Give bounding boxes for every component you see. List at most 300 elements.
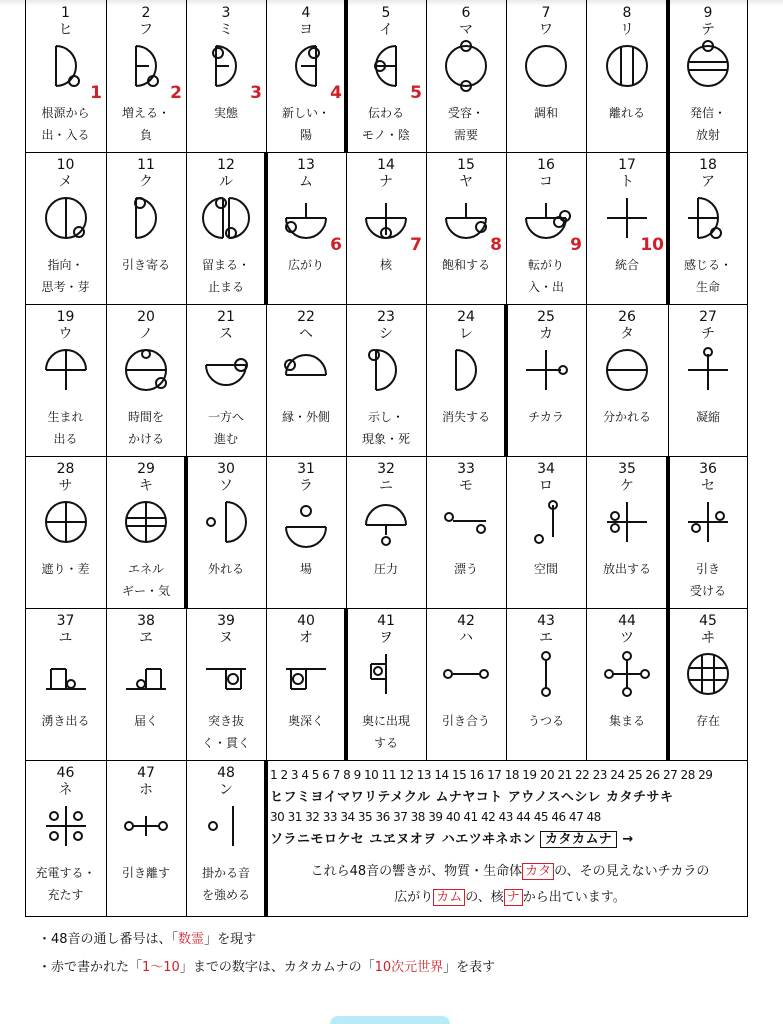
kana-cell-47 — [106, 760, 186, 916]
meaning-line-2: 受ける — [689, 584, 726, 598]
kana-cell-8 — [586, 0, 668, 152]
cell-number: 38 — [137, 613, 155, 629]
cell-kana: ヘ — [299, 326, 313, 342]
grid-col-line — [426, 152, 427, 304]
cell-number: 24 — [457, 309, 475, 325]
legend-kana-row-1: ヒフミヨイマワリテメクル ムナヤコト アウノスヘシレ カタチサキ — [270, 790, 674, 805]
kana-cell-24 — [426, 304, 506, 456]
meaning-line-2: 放射 — [695, 128, 720, 142]
kana-cell-20 — [106, 304, 186, 456]
meaning-line-1: 引き寄る — [121, 258, 170, 272]
kana-cell-38 — [106, 608, 186, 760]
kana-symbol-icon — [683, 497, 733, 547]
meaning-line-1: 湧き出る — [41, 714, 90, 728]
meaning-line-1: 新しい・ — [281, 106, 330, 120]
cell-meaning — [106, 254, 186, 276]
kana-symbol-icon — [281, 41, 331, 91]
cell-meaning — [506, 710, 586, 732]
kana-cell-5 — [346, 0, 426, 152]
cell-meaning — [266, 254, 346, 276]
grid-col-line — [586, 456, 587, 608]
desc-2-kamu-box: カム — [433, 889, 465, 906]
cell-kana: ネ — [58, 782, 73, 798]
cell-number: 15 — [457, 157, 475, 173]
grid-row-line — [25, 304, 748, 305]
meaning-line-2: 需要 — [453, 128, 478, 142]
arrow-icon: → — [622, 832, 634, 847]
grid-col-line — [668, 304, 669, 456]
cell-meaning — [346, 406, 426, 450]
legend-description-2 — [270, 886, 750, 905]
kana-cell-7 — [506, 0, 586, 152]
cell-meaning — [25, 102, 106, 146]
grid-col-line — [426, 304, 427, 456]
desc-2-end: から出ています。 — [522, 890, 626, 905]
cell-number: 4 — [301, 5, 311, 21]
cell-meaning — [25, 862, 106, 906]
meaning-line-1: 場 — [299, 562, 312, 576]
cell-kana: ミ — [219, 22, 233, 38]
cell-meaning — [25, 710, 106, 732]
cell-number: 27 — [699, 309, 717, 325]
group-separator — [666, 0, 670, 152]
cell-meaning — [266, 558, 346, 580]
cell-number: 48 — [217, 765, 235, 781]
meaning-line-1: 留まる・ — [201, 258, 250, 272]
kana-cell-30 — [186, 456, 266, 608]
dimension-number: 2 — [170, 83, 182, 103]
meaning-line-1: うつる — [527, 714, 564, 728]
kana-symbol-icon — [121, 649, 171, 699]
cell-number: 13 — [297, 157, 315, 173]
cell-kana: ツ — [620, 630, 634, 646]
kana-symbol-icon — [201, 497, 251, 547]
cell-meaning — [106, 558, 186, 602]
meaning-line-1: 調和 — [533, 106, 558, 120]
cell-number: 17 — [618, 157, 636, 173]
kana-symbol-icon — [521, 345, 571, 395]
kana-symbol-icon — [441, 193, 491, 243]
kana-symbol-icon — [441, 345, 491, 395]
cell-number: 45 — [699, 613, 717, 629]
cell-number: 10 — [56, 157, 75, 173]
meaning-line-2: 生命 — [695, 280, 720, 294]
cell-kana: シ — [379, 326, 393, 342]
meaning-line-1: 放出する — [602, 562, 651, 576]
kana-cell-45 — [668, 608, 748, 760]
group-separator — [666, 152, 670, 304]
meaning-line-1: 生まれ — [47, 410, 84, 424]
cell-kana: サ — [58, 478, 73, 494]
dimension-number: 5 — [410, 83, 422, 103]
dimension-number: 3 — [250, 83, 262, 103]
meaning-line-1: 時間を — [127, 410, 164, 424]
cell-kana: ヨ — [299, 22, 313, 38]
cell-meaning — [668, 102, 748, 146]
meaning-line-1: 存在 — [695, 714, 720, 728]
kana-cell-40 — [266, 608, 346, 760]
meaning-line-1: 増える・ — [121, 106, 170, 120]
cell-meaning — [186, 710, 266, 754]
kana-symbol-icon — [361, 345, 411, 395]
meaning-line-1: 実態 — [213, 106, 238, 120]
kana-symbol-icon — [521, 193, 571, 243]
meaning-line-1: チカラ — [528, 410, 564, 424]
grid-row-line — [25, 456, 748, 457]
kana-symbol-icon — [441, 649, 491, 699]
cell-number: 2 — [141, 5, 151, 21]
meaning-line-2: 陽 — [299, 128, 312, 142]
cell-kana: ム — [299, 174, 313, 190]
legend-numbers-row-1: 1 2 3 4 5 6 7 8 9 10 11 12 13 14 15 16 17 18 19 20 21 22 23 24 25 26 27 28 29 — [270, 768, 713, 782]
cell-meaning — [106, 710, 186, 732]
grid-col-line — [106, 0, 107, 152]
cell-number: 18 — [699, 157, 717, 173]
kana-symbol-icon — [121, 41, 171, 91]
grid-col-line — [506, 608, 507, 760]
cell-meaning — [586, 406, 668, 428]
grid-row-line — [25, 760, 748, 761]
legend-panel — [270, 764, 750, 916]
kana-symbol-icon — [602, 497, 652, 547]
cell-kana: チ — [701, 326, 715, 342]
cell-kana: ユ — [58, 630, 73, 646]
meaning-line-1: 引き離す — [121, 866, 170, 880]
kana-cell-44 — [586, 608, 668, 760]
grid-col-line — [426, 0, 427, 152]
meaning-line-2: 入・出 — [527, 280, 564, 294]
kana-cell-39 — [186, 608, 266, 760]
cell-kana: カ — [539, 326, 553, 342]
meaning-line-1: エネル — [127, 562, 164, 576]
kana-cell-13 — [266, 152, 346, 304]
cell-meaning — [426, 102, 506, 146]
cell-number: 33 — [457, 461, 475, 477]
cell-meaning — [586, 558, 668, 580]
kana-cell-48 — [186, 760, 266, 916]
kana-cell-18 — [668, 152, 748, 304]
cell-number: 36 — [699, 461, 717, 477]
kana-symbol-icon — [41, 801, 91, 851]
kana-symbol-icon — [121, 193, 171, 243]
cell-number: 19 — [56, 309, 75, 325]
meaning-line-1: 消失する — [441, 410, 490, 424]
cell-number: 20 — [137, 309, 155, 325]
cell-kana: ケ — [620, 478, 634, 494]
dimension-number: 10 — [640, 235, 664, 255]
kana-cell-16 — [506, 152, 586, 304]
footnote-1-c: 」を現す — [204, 932, 257, 947]
cell-number: 44 — [618, 613, 636, 629]
grid-col-line — [266, 608, 267, 760]
cell-meaning — [668, 710, 748, 732]
kana-symbol-icon — [683, 649, 733, 699]
dimension-number: 4 — [330, 83, 342, 103]
grid-col-line — [106, 760, 107, 916]
cell-number: 46 — [56, 765, 75, 781]
grid-col-line — [586, 608, 587, 760]
cell-kana: ヤ — [459, 174, 473, 190]
kana-symbol-icon — [441, 41, 491, 91]
kana-symbol-icon — [41, 41, 91, 91]
meaning-line-1: 発信・ — [689, 106, 726, 120]
cell-kana: タ — [620, 326, 634, 342]
grid-border-left — [25, 0, 26, 916]
dimension-number: 7 — [410, 235, 422, 255]
cell-kana: コ — [539, 174, 553, 190]
meaning-line-2: 思考・芽 — [41, 280, 90, 294]
cell-meaning — [426, 710, 506, 732]
kana-cell-43 — [506, 608, 586, 760]
cell-number: 41 — [377, 613, 395, 629]
cell-meaning — [186, 102, 266, 124]
cell-meaning — [106, 102, 186, 146]
kana-cell-46 — [25, 760, 106, 916]
grid-col-line — [186, 608, 187, 760]
grid-col-line — [346, 456, 347, 608]
meaning-line-1: 指向・ — [47, 258, 84, 272]
meaning-line-2: ギー・気 — [121, 584, 170, 598]
meaning-line-1: 伝わる — [367, 106, 404, 120]
kana-symbol-icon — [201, 801, 251, 851]
cell-kana: セ — [701, 478, 715, 494]
kana-cell-29 — [106, 456, 186, 608]
meaning-line-1: 奥深く — [287, 714, 324, 728]
meaning-line-1: 統合 — [614, 258, 639, 272]
cell-kana: ト — [620, 174, 634, 190]
cell-kana: ナ — [379, 174, 393, 190]
cell-number: 3 — [221, 5, 231, 21]
kana-symbol-icon — [281, 649, 331, 699]
meaning-line-1: 掛かる音 — [201, 866, 250, 880]
meaning-line-1: 離れる — [608, 106, 645, 120]
cell-meaning — [506, 406, 586, 428]
kana-symbol-icon — [121, 497, 171, 547]
grid-col-line — [266, 456, 267, 608]
cell-meaning — [186, 254, 266, 298]
cell-kana: ク — [139, 174, 153, 190]
kana-symbol-icon — [521, 649, 571, 699]
kana-cell-28 — [25, 456, 106, 608]
cell-meaning — [346, 254, 426, 276]
meaning-line-2: 充たす — [47, 888, 84, 902]
legend-kana-row-2 — [270, 828, 634, 847]
cell-meaning — [266, 406, 346, 428]
kana-cell-27 — [668, 304, 748, 456]
meaning-line-2: する — [373, 736, 398, 750]
cell-kana: ヱ — [139, 630, 153, 646]
kana-symbol-icon — [683, 193, 733, 243]
grid-col-line — [506, 152, 507, 304]
grid-col-line — [106, 152, 107, 304]
meaning-line-1: 届く — [133, 714, 158, 728]
kana-cell-21 — [186, 304, 266, 456]
meaning-line-1: 凝縮 — [695, 410, 720, 424]
cell-kana: イ — [379, 22, 393, 38]
kana-cell-25 — [506, 304, 586, 456]
kana-symbol-icon — [602, 649, 652, 699]
meaning-line-1: 縁・外側 — [281, 410, 330, 424]
legend-description-1 — [270, 860, 750, 879]
kana-symbol-icon — [602, 345, 652, 395]
kana-cell-15 — [426, 152, 506, 304]
kana-symbol-icon — [41, 649, 91, 699]
kana-symbol-icon — [281, 193, 331, 243]
kana-symbol-icon — [121, 345, 171, 395]
meaning-line-1: 受容・ — [447, 106, 484, 120]
kana-symbol-icon — [281, 345, 331, 395]
group-separator — [264, 152, 268, 304]
cell-kana: ヲ — [379, 630, 393, 646]
meaning-line-1: 転がり — [527, 258, 564, 272]
meaning-line-1: 奥に出現 — [361, 714, 410, 728]
footnote-1 — [38, 926, 495, 954]
cell-meaning — [106, 406, 186, 450]
footnote-1-a: ・48音の通し番号は、「 — [38, 932, 179, 947]
cell-meaning — [346, 102, 426, 146]
cell-number: 11 — [137, 157, 155, 173]
kana-symbol-icon — [361, 41, 411, 91]
cell-kana: テ — [701, 22, 715, 38]
group-separator — [344, 608, 348, 760]
cell-meaning — [25, 254, 106, 298]
cell-kana: ス — [219, 326, 233, 342]
kana-cell-11 — [106, 152, 186, 304]
cell-number: 40 — [297, 613, 315, 629]
cell-number: 5 — [381, 5, 391, 21]
grid-col-line — [186, 304, 187, 456]
cell-number: 47 — [137, 765, 155, 781]
cell-meaning — [506, 102, 586, 124]
cell-number: 1 — [61, 5, 70, 21]
desc-1-text: これら48音の響きが、物質・生命体 — [310, 864, 523, 879]
cell-meaning — [266, 710, 346, 732]
cell-meaning — [25, 558, 106, 580]
cell-number: 43 — [537, 613, 555, 629]
cell-meaning — [668, 254, 748, 298]
kana-symbol-icon — [41, 345, 91, 395]
meaning-line-1: 分かれる — [602, 410, 651, 424]
meaning-line-2: 出・入る — [41, 128, 90, 142]
cell-kana: キ — [139, 478, 153, 494]
legend-kana-row-2-text: ソラニモロケセ ユヱヌオヲ ハエツヰネホン — [270, 832, 537, 847]
kana-symbol-icon — [201, 345, 251, 395]
kana-cell-10 — [25, 152, 106, 304]
kana-cell-35 — [586, 456, 668, 608]
meaning-line-1: 漂う — [453, 562, 478, 576]
kana-symbol-icon — [521, 41, 571, 91]
cell-number: 12 — [217, 157, 235, 173]
cell-kana: ソ — [219, 478, 233, 494]
cell-meaning — [186, 862, 266, 906]
footnote-1-red: 数霊 — [178, 932, 205, 947]
cell-kana: ア — [701, 174, 715, 190]
kana-symbol-icon — [361, 649, 411, 699]
cell-meaning — [586, 710, 668, 732]
cell-kana: ハ — [459, 630, 473, 646]
meaning-line-1: 根源から — [41, 106, 90, 120]
cell-kana: リ — [620, 22, 634, 38]
cell-number: 37 — [56, 613, 75, 629]
cell-kana: ン — [219, 782, 233, 798]
grid-col-line — [106, 304, 107, 456]
cell-meaning — [426, 254, 506, 276]
group-separator — [666, 456, 670, 608]
footnote-2-c: 」までの数字は、カタカムナの「 — [179, 960, 375, 975]
meaning-line-2: かける — [127, 432, 164, 446]
cell-number: 30 — [217, 461, 235, 477]
cell-number: 6 — [461, 5, 471, 21]
meaning-line-2: く・貫く — [201, 736, 250, 750]
kana-symbol-icon — [41, 193, 91, 243]
kana-cell-33 — [426, 456, 506, 608]
kana-symbol-icon — [683, 41, 733, 91]
cell-kana: フ — [139, 22, 153, 38]
grid-col-line — [426, 608, 427, 760]
grid-col-line — [186, 760, 187, 916]
group-separator — [264, 760, 268, 916]
katakamuna-boxed: カタカムナ — [540, 831, 617, 848]
cell-number: 39 — [217, 613, 235, 629]
kana-cell-2 — [106, 0, 186, 152]
meaning-line-1: 集まる — [608, 714, 645, 728]
kana-symbol-icon — [441, 497, 491, 547]
kana-cell-34 — [506, 456, 586, 608]
kana-cell-9 — [668, 0, 748, 152]
meaning-line-1: 充電する・ — [35, 866, 96, 880]
cell-kana: ニ — [379, 478, 393, 494]
legend-numbers-row-2: 30 31 32 33 34 35 36 37 38 39 40 41 42 43 44 45 46 47 48 — [270, 810, 601, 824]
cell-number: 35 — [618, 461, 636, 477]
kana-symbol-icon — [281, 497, 331, 547]
kana-symbol-icon — [683, 345, 733, 395]
grid-col-line — [586, 152, 587, 304]
desc-2-mid: の、核 — [465, 890, 504, 905]
footnote-2-red-world: 10次元世界 — [374, 960, 444, 975]
meaning-line-1: 感じる・ — [683, 258, 732, 272]
kana-symbol-icon — [361, 193, 411, 243]
grid-col-line — [186, 0, 187, 152]
cell-number: 31 — [297, 461, 315, 477]
meaning-line-1: 引き — [695, 562, 720, 576]
kana-cell-32 — [346, 456, 426, 608]
scroll-indicator — [330, 1016, 450, 1024]
cell-meaning — [506, 558, 586, 580]
grid-col-line — [106, 456, 107, 608]
grid-row-line — [25, 916, 748, 917]
grid-col-line — [586, 304, 587, 456]
kana-cell-6 — [426, 0, 506, 152]
grid-row-line — [25, 608, 748, 609]
desc-1-end: の、その見えないチカラの — [554, 864, 710, 879]
cell-number: 8 — [622, 5, 632, 21]
cell-number: 34 — [537, 461, 555, 477]
cell-meaning — [586, 254, 668, 276]
cell-kana: メ — [58, 174, 73, 190]
cell-kana: ウ — [58, 326, 73, 342]
kana-cell-22 — [266, 304, 346, 456]
cell-number: 29 — [137, 461, 155, 477]
cell-number: 42 — [457, 613, 475, 629]
cell-kana: ロ — [539, 478, 553, 494]
cell-number: 32 — [377, 461, 395, 477]
cell-number: 25 — [537, 309, 555, 325]
cell-number: 16 — [537, 157, 555, 173]
cell-meaning — [346, 558, 426, 580]
group-separator — [666, 608, 670, 760]
kana-symbol-icon — [361, 497, 411, 547]
kana-symbol-icon — [201, 41, 251, 91]
